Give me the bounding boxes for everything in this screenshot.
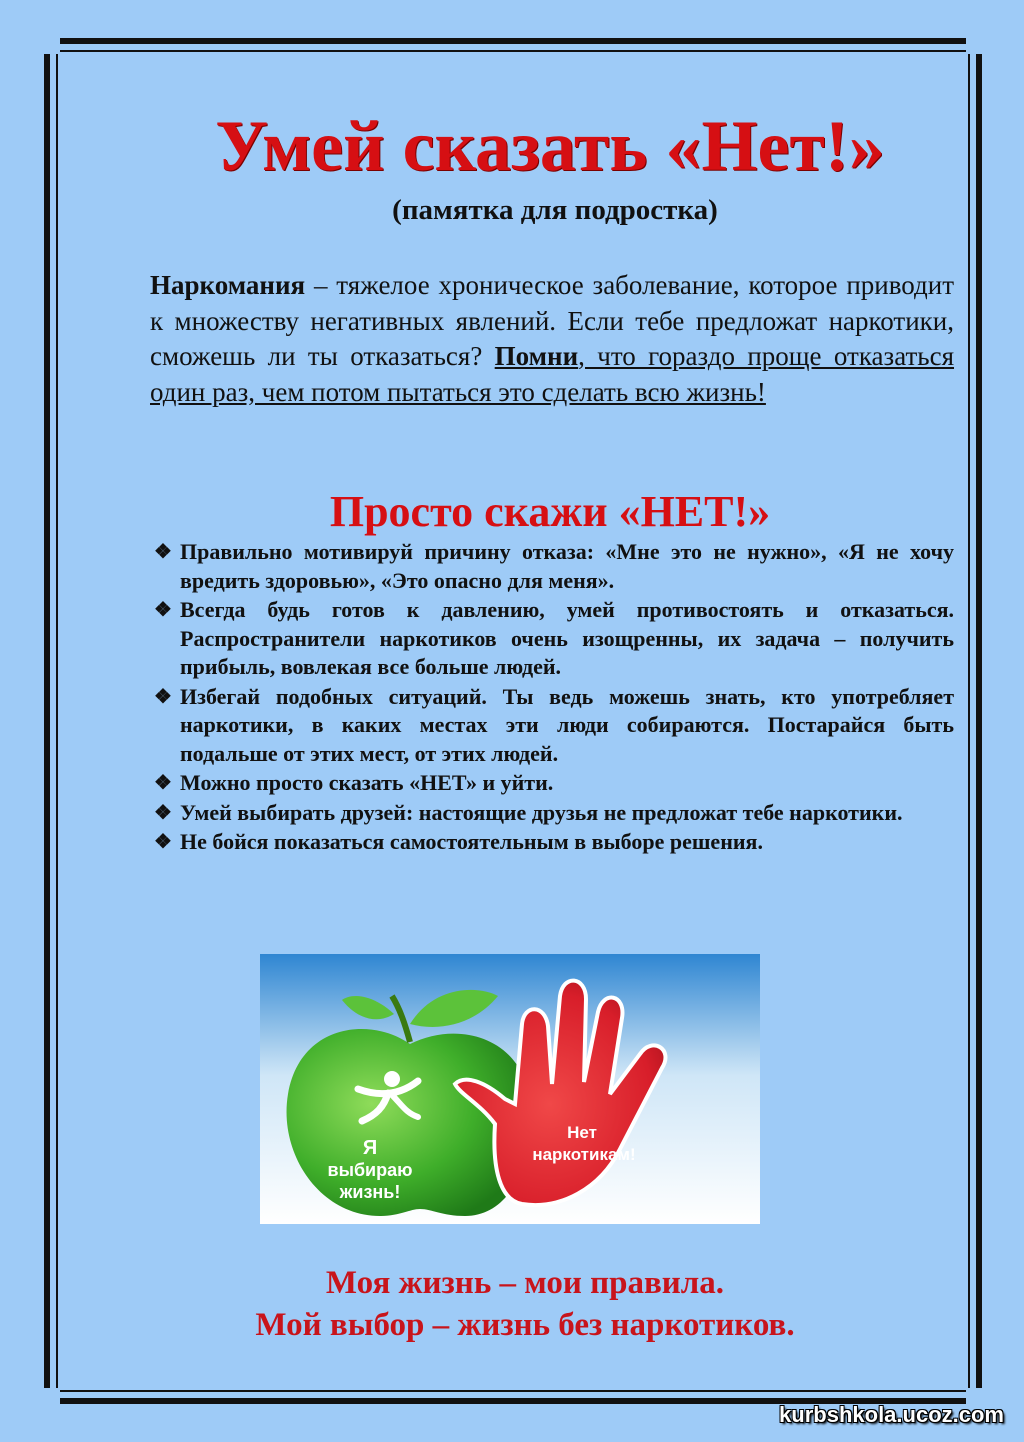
corner-notch <box>966 32 988 54</box>
diamond-bullet-icon: ❖ <box>154 685 172 708</box>
section-title: Просто скажи «НЕТ!» <box>329 487 771 536</box>
list-item <box>150 596 954 682</box>
list-item <box>150 828 954 857</box>
remember-bold: Помни <box>494 341 579 371</box>
tips-list <box>150 538 954 858</box>
apple-text-line3: жизнь! <box>339 1182 401 1202</box>
list-item <box>150 799 954 828</box>
corner-notch <box>38 32 60 54</box>
tip-text: Не бойся показаться самостоятельным в выборе решения. <box>180 829 763 854</box>
apple-text-line1: Я <box>362 1137 378 1159</box>
tip-text: Всегда будь готов к давлению, умей противостоять и отказаться. Распространители наркотиков очень изощренны, их задача – получить прибыль, вовлекая все больше людей. <box>180 597 954 679</box>
corner-notch <box>38 1388 60 1410</box>
motto-line-2: Мой выбор – жизнь без наркотиков. <box>255 1307 795 1343</box>
list-item <box>150 538 954 595</box>
hand-text-line2: наркотикам! <box>532 1145 636 1164</box>
page-title: Умей сказать «Нет!» <box>215 106 885 186</box>
hand-text-line1: Нет <box>567 1123 597 1142</box>
intro-text: – тяжелое хроническое заболевание, которое приводит к множеству негативных явлений. Если тебе предложат наркотики, сможешь ли ты отказаться? <box>150 270 954 371</box>
tip-text: Правильно мотивируй причину отказа: «Мне это не нужно», «Я не хочу вредить здоровью», «Это опасно для меня». <box>180 539 954 593</box>
motto-line-1: Моя жизнь – мои правила. <box>325 1265 725 1301</box>
diamond-bullet-icon: ❖ <box>154 801 172 824</box>
diamond-bullet-icon: ❖ <box>154 599 172 621</box>
diamond-bullet-icon: ❖ <box>154 772 172 794</box>
apple-text-line2: выбираю <box>327 1160 413 1180</box>
tip-text: Умей выбирать друзей: настоящие друзья не предложат тебе наркотики. <box>180 799 903 825</box>
diamond-bullet-icon: ❖ <box>154 831 172 853</box>
list-item <box>150 683 954 769</box>
site-watermark: kurbshkola.ucoz.com <box>779 1402 1004 1427</box>
list-item <box>150 769 954 798</box>
anti-drug-illustration <box>260 954 760 1224</box>
intro-paragraph <box>150 268 954 410</box>
illustration-svg <box>260 954 760 1224</box>
intro-term: Наркомания <box>150 270 306 300</box>
tip-text: Избегай подобных ситуаций. Ты ведь можешь знать, кто употребляет наркотики, в каких местах эти люди собираются. Постарайся быть подальше от этих мест, от этих людей. <box>180 683 954 766</box>
page-subtitle: (памятка для подростка) <box>392 194 718 226</box>
remember-text: , что гораздо проще отказаться один раз, чем потом пытаться это сделать всю жизнь! <box>150 341 955 407</box>
tip-text: Можно просто сказать «НЕТ» и уйти. <box>180 770 554 795</box>
diamond-bullet-icon: ❖ <box>154 541 172 563</box>
